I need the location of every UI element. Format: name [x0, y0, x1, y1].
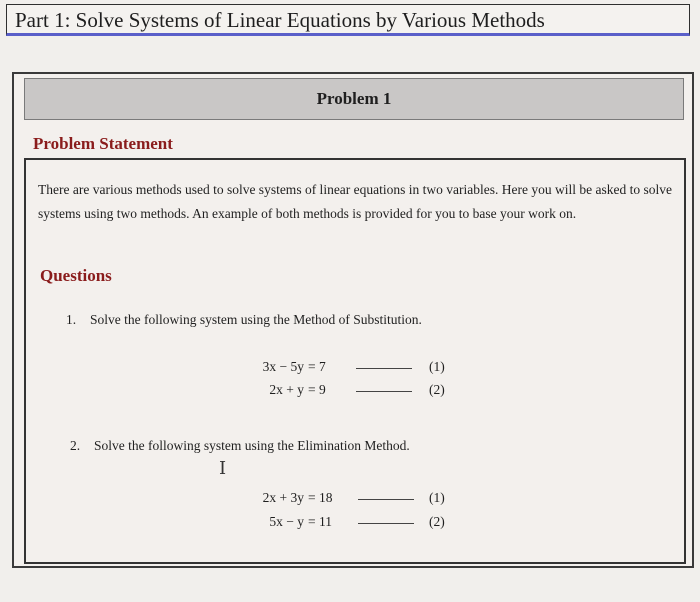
- q2-eq2-rhs: = 11: [308, 514, 332, 529]
- page-title: Part 1: Solve Systems of Linear Equations by Various Methods: [15, 8, 545, 32]
- q2-eq2-lhs: 5x − y: [269, 514, 304, 529]
- problem-header-label: Problem 1: [316, 89, 392, 108]
- text-cursor-icon: Ⅰ: [219, 458, 227, 478]
- question-2-text: Solve the following system using the Elimination Method.: [94, 438, 410, 453]
- q2-eq1-lhs: 2x + 3y: [262, 490, 304, 505]
- q1-eq2-rhs: = 9: [308, 382, 326, 397]
- q1-eq2-lhs: 2x + y: [269, 382, 304, 397]
- problem-panel: [12, 72, 694, 568]
- q2-eq1-rule: [358, 499, 414, 500]
- q1-eq2-rule: [356, 391, 412, 392]
- q1-eq1-tag: (1): [429, 359, 445, 374]
- statement-box: [24, 158, 686, 564]
- statement-text: There are various methods used to solve systems of linear equations in two variables. Here you will be asked to solve systems using two methods. An example of both methods is provided for you to base your work on.: [38, 182, 672, 221]
- q1-eq1-rhs: = 7: [308, 359, 326, 374]
- q2-eq2-rule: [358, 523, 414, 524]
- question-2-number: 2.: [70, 438, 81, 453]
- q1-eq2-tag: (2): [429, 382, 445, 397]
- q2-eq1-rhs: = 18: [308, 490, 333, 505]
- question-1-number: 1.: [66, 312, 77, 327]
- q1-eq1-rule: [356, 368, 412, 369]
- q1-eq1-lhs: 3x − 5y: [262, 359, 304, 374]
- page-title-box: [6, 4, 690, 36]
- q2-eq1-tag: (1): [429, 490, 445, 505]
- questions-heading: Questions: [40, 266, 112, 285]
- problem-header: [24, 78, 684, 120]
- question-1-text: Solve the following system using the Method of Substitution.: [90, 312, 422, 327]
- statement-heading: Problem Statement: [33, 134, 173, 153]
- q2-eq2-tag: (2): [429, 514, 445, 529]
